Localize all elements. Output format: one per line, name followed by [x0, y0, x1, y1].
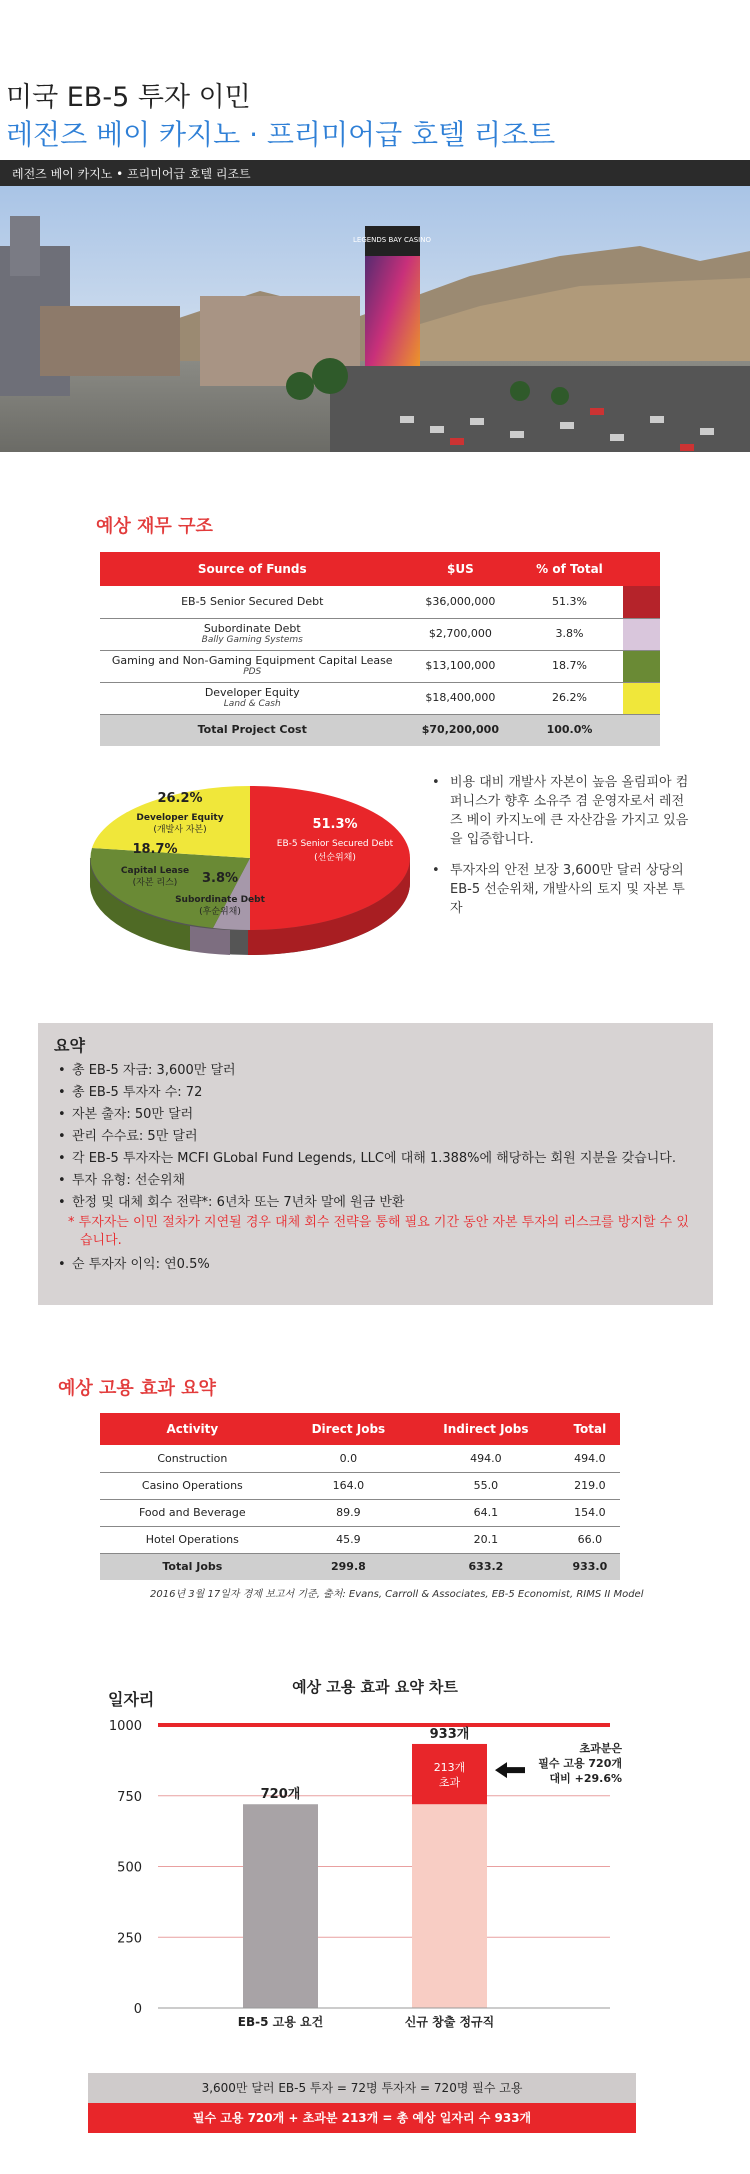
bar-value-label: 933개 — [429, 1726, 470, 1742]
col-header: % of Total — [516, 552, 622, 586]
col-header: Activity — [100, 1413, 285, 1445]
table-row — [100, 682, 660, 714]
color-swatch — [623, 618, 660, 650]
source-name: Subordinate Debt — [203, 621, 301, 635]
col-header: Indirect Jobs — [412, 1413, 560, 1445]
finance-title: 예상 재무 구조 — [96, 516, 213, 537]
list-item: • 관리 수수료: 5만 달러 — [54, 1126, 697, 1148]
amount: $18,400,000 — [404, 682, 516, 714]
y-tick-label: 1000 — [108, 1719, 142, 1734]
list-item: • 각 EB-5 투자자는 MCFI GLobal Fund Legends, LLC에 대해 1.388%에 해당하는 회원 지분을 갖습니다. — [54, 1148, 697, 1170]
amount: $13,100,000 — [404, 650, 516, 682]
cell: 164.0 — [285, 1472, 412, 1499]
pie-label-senior-pct: 51.3% — [312, 817, 358, 832]
total-amount: $70,200,000 — [404, 714, 516, 746]
chart-title: 예상 고용 효과 요약 차트 — [292, 1678, 458, 1696]
summary-box — [38, 1023, 713, 1305]
table-row — [100, 650, 660, 682]
col-header: $US — [404, 552, 516, 586]
pie-label-sub-kr: (후순위채) — [199, 907, 241, 917]
jobs-table — [100, 1413, 620, 1580]
pie-label-sub-name: Subordinate Debt — [175, 895, 265, 905]
source-note: 2016년 3월 17일자 경제 보고서 기준, 출처: Evans, Carroll & Associates, EB-5 Economist, RIMS II Model — [150, 1589, 644, 1600]
jobs-title: 예상 고용 효과 요약 — [58, 1378, 216, 1399]
list-item: • 총 EB-5 투자자 수: 72 — [54, 1082, 697, 1104]
resort-photo — [0, 186, 750, 452]
pie-label-lease-name: Capital Lease — [120, 866, 190, 876]
excess-label: 초과 — [438, 1776, 461, 1790]
percent: 26.2% — [516, 682, 622, 714]
total-label: Total Project Cost — [100, 714, 404, 746]
pie-label-equity-kr: (개발사 자본) — [153, 825, 207, 835]
bar-requirement — [243, 1804, 318, 2008]
y-tick-label: 250 — [117, 1931, 142, 1947]
cell: 45.9 — [285, 1526, 412, 1553]
cell: Hotel Operations — [100, 1526, 285, 1553]
footer-equation: 3,600만 달러 EB-5 투자 = 72명 투자자 = 720명 필수 고용 — [88, 2073, 636, 2103]
y-tick-label: 0 — [133, 2002, 142, 2017]
arrow-left-icon — [495, 1762, 525, 1778]
percent: 51.3% — [516, 586, 622, 618]
summary-title: 요약 — [54, 1036, 85, 1055]
col-header-swatch — [623, 552, 660, 586]
total-row — [100, 714, 660, 746]
source-name: Developer Equity — [204, 685, 300, 699]
cell: Food and Beverage — [100, 1499, 285, 1526]
cell: 66.0 — [560, 1526, 620, 1553]
jobs-bar-chart — [0, 1670, 750, 2050]
table-row — [100, 618, 660, 650]
pie-label-sub-pct: 3.8% — [201, 871, 239, 886]
benefit-list — [432, 773, 692, 930]
cell: 0.0 — [285, 1445, 412, 1472]
source-sub: PDS — [243, 667, 262, 678]
col-header: Total — [560, 1413, 620, 1445]
funding-pie-chart — [70, 768, 430, 968]
bar-new-jobs-base — [412, 1804, 487, 2008]
bar-value-label: 720개 — [260, 1787, 301, 1803]
pie-label-lease-pct: 18.7% — [132, 842, 178, 857]
cell: Casino Operations — [100, 1472, 285, 1499]
amount: $36,000,000 — [404, 586, 516, 618]
list-item: • 순 투자자 이익: 연0.5% — [54, 1254, 697, 1276]
col-header: Direct Jobs — [285, 1413, 412, 1445]
table-row — [100, 1472, 620, 1499]
list-item: • 투자 유형: 선순위채 — [54, 1170, 697, 1192]
table-row — [100, 1445, 620, 1472]
cell: 89.9 — [285, 1499, 412, 1526]
list-item: • 총 EB-5 자금: 3,600만 달러 — [54, 1060, 697, 1082]
callout-text: 초과분은 — [579, 1741, 622, 1755]
x-tick-label: 신규 창출 정규직 — [404, 2015, 495, 2029]
percent: 18.7% — [516, 650, 622, 682]
pie-label-senior-name: EB-5 Senior Secured Debt — [276, 839, 394, 849]
source-sub: Bally Gaming Systems — [201, 635, 303, 646]
cell: 494.0 — [412, 1445, 560, 1472]
x-tick-label: EB-5 고용 요건 — [237, 2015, 324, 2029]
list-item: • 투자자의 안전 보장 3,600만 달러 상당의 EB-5 선순위채, 개발사의 토지 및 자본 투자 — [432, 861, 692, 918]
callout-text: 대비 +29.6% — [549, 1771, 622, 1785]
cell: 64.1 — [412, 1499, 560, 1526]
source-name: Gaming and Non-Gaming Equipment Capital Lease — [111, 653, 393, 667]
amount: $2,700,000 — [404, 618, 516, 650]
cell: 219.0 — [560, 1472, 620, 1499]
page-title: 미국 EB-5 투자 이민 — [6, 82, 251, 113]
callout-text: 필수 고용 720개 — [538, 1756, 622, 1770]
source-sub: Land & Cash — [223, 699, 281, 710]
page-subtitle: 레전즈 베이 카지노 · 프리미어급 호텔 리조트 — [6, 118, 556, 151]
source-name: EB-5 Senior Secured Debt — [181, 594, 324, 608]
summary-note: * 투자자는 이민 절차가 지연될 경우 대체 회수 전략을 통해 필요 기간 동안 자본 투자의 리스크를 방지할 수 있습니다. — [68, 1215, 689, 1248]
cell: 299.8 — [285, 1553, 412, 1580]
cell: 20.1 — [412, 1526, 560, 1553]
pie-label-lease-kr: (자본 리스) — [132, 878, 178, 888]
pie-label-senior-kr: (선순위채) — [314, 853, 356, 863]
pie-label-equity-pct: 26.2% — [157, 791, 203, 806]
y-axis-label: 일자리 — [108, 1690, 155, 1709]
pie-label-equity-name: Developer Equity — [136, 813, 224, 823]
cell: Construction — [100, 1445, 285, 1472]
col-header: Source of Funds — [100, 552, 404, 586]
photo-banner: 레전즈 베이 카지노 • 프리미어급 호텔 리조트 — [0, 160, 750, 186]
y-tick-label: 750 — [117, 1789, 142, 1805]
sign-text: LEGENDS BAY CASINO — [353, 236, 431, 244]
cell: 494.0 — [560, 1445, 620, 1472]
cell: Total Jobs — [100, 1553, 285, 1580]
y-tick-label: 500 — [117, 1860, 142, 1876]
list-item: • 한정 및 대체 회수 전략*: 6년차 또는 7년차 말에 원금 반환 — [54, 1192, 697, 1214]
percent: 3.8% — [516, 618, 622, 650]
table-row — [100, 586, 660, 618]
cell: 633.2 — [412, 1553, 560, 1580]
list-item: • 비용 대비 개발사 자본이 높음 올림피아 컴퍼니스가 향후 소유주 겸 운영자로서 레전즈 베이 카지노에 큰 자산감을 가지고 있음을 입증합니다. — [432, 773, 692, 849]
list-item: • 자본 출자: 50만 달러 — [54, 1104, 697, 1126]
total-row — [100, 1553, 620, 1580]
cell: 154.0 — [560, 1499, 620, 1526]
excess-label: 213개 — [433, 1761, 466, 1775]
cell: 55.0 — [412, 1472, 560, 1499]
footer-total: 필수 고용 720개 + 초과분 213개 = 총 예상 일자리 수 933개 — [88, 2103, 636, 2133]
table-row — [100, 1499, 620, 1526]
finance-table — [100, 552, 660, 746]
table-row — [100, 1526, 620, 1553]
color-swatch — [623, 586, 660, 618]
cell: 933.0 — [560, 1553, 620, 1580]
color-swatch — [623, 682, 660, 714]
color-swatch — [623, 650, 660, 682]
total-percent: 100.0% — [516, 714, 622, 746]
